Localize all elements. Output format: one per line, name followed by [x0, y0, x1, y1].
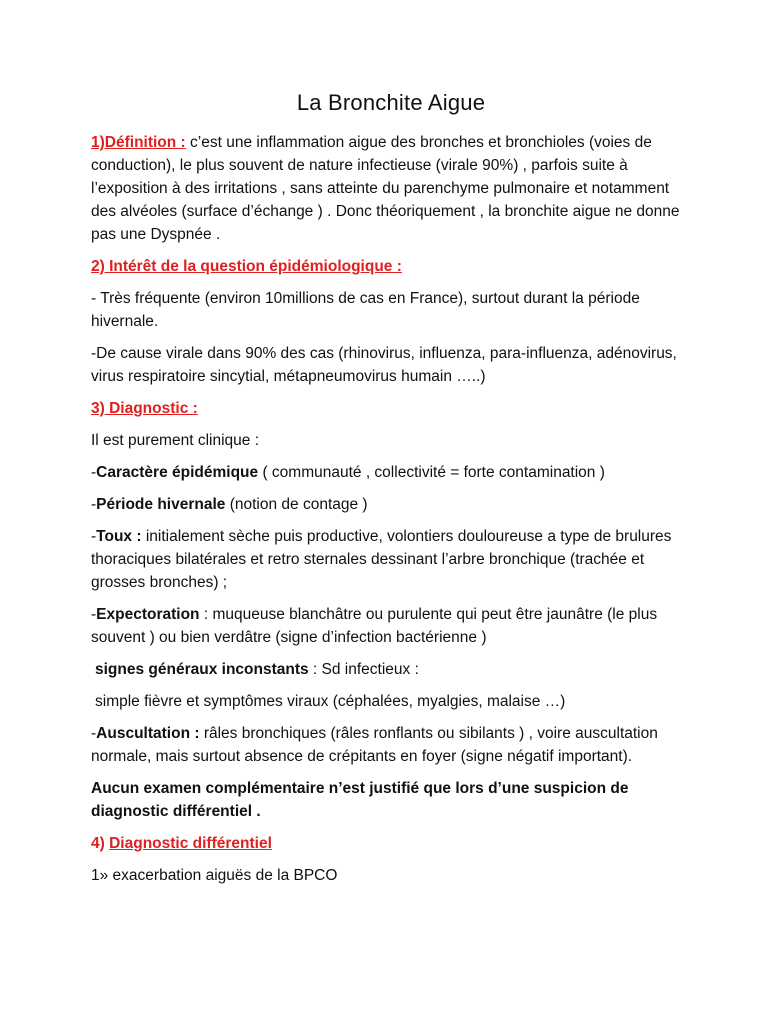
diagnostic-item: -Expectoration : muqueuse blanchâtre ou purulente qui peut être jaunâtre (le plus souvent ) ou bien verdâtre (signe d’infection bactérienne ) [91, 606, 658, 646]
interet-heading-paragraph [91, 255, 691, 278]
definition-heading: 1)Définition : [91, 134, 186, 151]
diagnostic-item-label: Toux : [96, 528, 142, 545]
diagnostic-item: -Caractère épidémique ( communauté , collectivité = forte contamination ) [91, 464, 605, 481]
diagnostic-item-text: simple fièvre et symptômes viraux (céphalées, myalgies, malaise …) [95, 693, 566, 710]
diagnostic-heading-paragraph [91, 397, 691, 420]
diagnostic-item [91, 690, 691, 713]
diagnostic-intro: Il est purement clinique : [91, 432, 260, 449]
page-title: La Bronchite Aigue [296, 90, 486, 115]
diagnostic-item-text: : Sd infectieux : [308, 661, 419, 678]
diagnostic-item [91, 658, 691, 681]
diagnostic-item-text: initialement sèche puis productive, volontiers douloureuse a type de brulures thoraciques bilatérales et retro sternales dessinant l’arbre bronchique (trachée et grosses bronches) ; [91, 528, 672, 591]
diagnostic-item: -Toux : initialement sèche puis productive, volontiers douloureuse a type de brulures thoraciques bilatérales et retro sternales dessinant l’arbre bronchique (trachée et grosses bronches) ; [91, 528, 672, 591]
interet-paragraph-2: -De cause virale dans 90% des cas (rhinovirus, influenza, para-influenza, adénovirus, virus respiratoire sincytial, métapneumovirus humain …..) [91, 345, 677, 385]
diagnostic-conclusion: Aucun examen complémentaire n’est justifié que lors d’une suspicion de diagnostic différentiel . [91, 780, 629, 820]
diagnostic-item-label: Période hivernale [96, 496, 226, 513]
diagnostic-item-text: râles bronchiques (râles ronflants ou sibilants ) , voire auscultation normale, mais surtout absence de crépitants en foyer (signe négatif important). [91, 725, 658, 765]
diagnostic-item: -Période hivernale (notion de contage ) [91, 496, 368, 513]
diagnostic-item-label: Caractère épidémique [96, 464, 259, 481]
definition-text: c’est une inflammation aigue des bronches et bronchioles (voies de conduction), le plus souvent de nature infectieuse (virale 90%) , parfois suite à l’exposition à des irritations , sans atteinte du parenchyme pulmonaire et notamment des alvéoles (surface d’échange ) . Donc théoriquement , la bronchite aigue ne donne pas une Dyspnée . [91, 134, 680, 243]
interet-paragraph-1: - Très fréquente (environ 10millions de cas en France), surtout durant la période hivernale. [91, 290, 640, 330]
diagnostic-item-text: (notion de contage ) [225, 496, 368, 513]
diagnostic-item-label: Auscultation : [96, 725, 200, 742]
diagnostic-item-text: : muqueuse blanchâtre ou purulente qui peut être jaunâtre (le plus souvent ) ou bien verdâtre (signe d’infection bactérienne ) [91, 606, 658, 646]
differentiel-heading: Diagnostic différentiel [109, 835, 272, 852]
document-page [91, 90, 691, 896]
definition-paragraph [91, 131, 691, 246]
differentiel-heading-paragraph [91, 832, 691, 855]
diagnostic-item: -Auscultation : râles bronchiques (râles ronflants ou sibilants ) , voire auscultation normale, mais surtout absence de crépitants en foyer (signe négatif important). [91, 725, 658, 765]
diagnostic-item-text: ( communauté , collectivité = forte contamination ) [258, 464, 605, 481]
differentiel-item: 1» exacerbation aiguës de la BPCO [91, 867, 338, 884]
diagnostic-heading: 3) Diagnostic : [91, 400, 198, 417]
differentiel-number: 4) [91, 835, 105, 852]
interet-heading: 2) Intérêt de la question épidémiologique : [91, 258, 402, 275]
diagnostic-item-label: Expectoration [96, 606, 200, 623]
diagnostic-item-label: signes généraux inconstants [95, 661, 309, 678]
